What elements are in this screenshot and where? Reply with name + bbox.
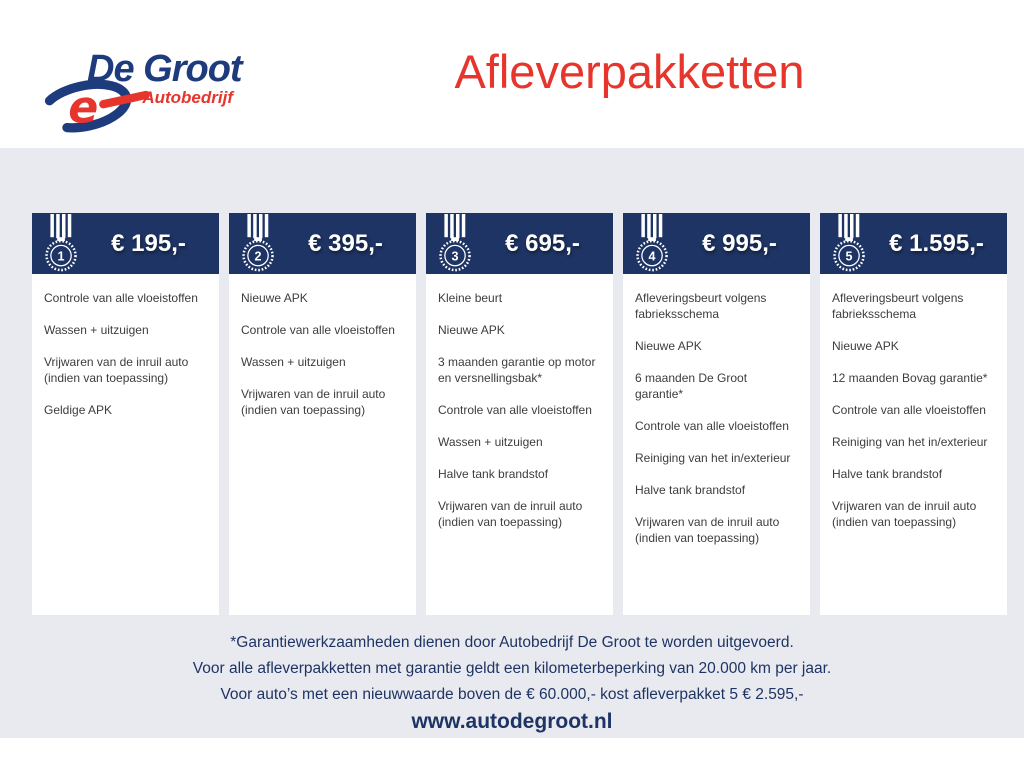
package-price: € 1.595,- [889, 229, 984, 257]
package-feature: Wassen + uitzuigen [241, 355, 346, 369]
package-feature: Halve tank brandstof [832, 467, 943, 481]
package-header [820, 213, 1007, 274]
package-feature: Reiniging van het in/exterieur [832, 435, 988, 449]
page-header [0, 0, 1024, 148]
package-feature: Vrijwaren van de inruil auto (indien van toepassing) [832, 499, 977, 529]
disclaimer-line: *Garantiewerkzaamheden dienen door Autobedrijf De Groot te worden uitgevoerd. [230, 634, 794, 651]
package-feature: Wassen + uitzuigen [44, 323, 149, 337]
package-price: € 695,- [505, 229, 580, 257]
package-header [229, 213, 416, 274]
package-feature: Nieuwe APK [635, 339, 702, 353]
package-feature: Vrijwaren van de inruil auto (indien van toepassing) [438, 499, 583, 529]
svg-text:5: 5 [845, 249, 853, 264]
package-header [426, 213, 613, 274]
package-features [229, 274, 416, 450]
package-feature: Controle van alle vloeistoffen [241, 323, 395, 337]
package-feature: Nieuwe APK [438, 323, 505, 337]
package-cards [32, 213, 1007, 615]
package-card-4 [623, 213, 810, 615]
package-features [623, 274, 810, 578]
package-feature: Halve tank brandstof [635, 483, 746, 497]
package-feature: Vrijwaren van de inruil auto (indien van toepassing) [635, 515, 780, 545]
brand-subtitle: Autobedrijf [142, 88, 233, 107]
medal-icon [40, 214, 84, 272]
medal-icon [434, 214, 478, 272]
svg-text:1: 1 [57, 249, 65, 264]
brand-name: De Groot [87, 48, 242, 90]
package-feature: Vrijwaren van de inruil auto (indien van toepassing) [241, 387, 386, 417]
package-feature: Geldige APK [44, 403, 113, 417]
package-price: € 195,- [111, 229, 186, 257]
svg-text:3: 3 [451, 249, 459, 264]
company-logo [35, 44, 240, 136]
package-header [623, 213, 810, 274]
package-card-3 [426, 213, 613, 615]
svg-text:e: e [68, 82, 99, 134]
package-card-2 [229, 213, 416, 615]
package-features [426, 274, 613, 562]
package-feature: Controle van alle vloeistoffen [438, 403, 592, 417]
package-feature: Reiniging van het in/exterieur [635, 451, 791, 465]
package-feature: Nieuwe APK [832, 339, 899, 353]
package-feature: Nieuwe APK [241, 291, 308, 305]
package-card-1 [32, 213, 219, 615]
package-feature: Afleveringsbeurt volgens fabrieksschema [832, 291, 964, 321]
package-feature: Kleine beurt [438, 291, 503, 305]
disclaimer-line: Voor alle afleverpakketten met garantie geldt een kilometerbeperking van 20.000 km per jaar. [192, 660, 832, 677]
package-feature: Vrijwaren van de inruil auto (indien van toepassing) [44, 355, 189, 385]
medal-icon [237, 214, 281, 272]
content-area [0, 148, 1024, 738]
disclaimer-line: Voor auto’s met een nieuwwaarde boven de € 60.000,- kost afleverpakket 5 € 2.595,- [220, 686, 804, 703]
package-price: € 995,- [702, 229, 777, 257]
package-feature: Wassen + uitzuigen [438, 435, 543, 449]
svg-text:2: 2 [254, 249, 262, 264]
package-feature: Controle van alle vloeistoffen [832, 403, 986, 417]
package-feature: Halve tank brandstof [438, 467, 549, 481]
package-feature: Afleveringsbeurt volgens fabrieksschema [635, 291, 767, 321]
package-feature: Controle van alle vloeistoffen [44, 291, 198, 305]
medal-icon [828, 214, 872, 272]
package-feature: Controle van alle vloeistoffen [635, 419, 789, 433]
website-link[interactable]: www.autodegroot.nl [411, 710, 613, 733]
package-feature: 12 maanden Bovag garantie* [832, 371, 988, 385]
package-header [32, 213, 219, 274]
package-price: € 395,- [308, 229, 383, 257]
bottom-spacer [0, 738, 1024, 768]
svg-text:4: 4 [648, 249, 656, 264]
package-feature: 6 maanden De Groot garantie* [635, 371, 748, 401]
package-features [32, 274, 219, 450]
package-feature: 3 maanden garantie op motor en versnellingsbak* [438, 355, 596, 385]
package-features [820, 274, 1007, 562]
package-card-5 [820, 213, 1007, 615]
page-title: Afleverpakketten [454, 45, 805, 98]
medal-icon [631, 214, 675, 272]
warranty-disclaimer [0, 630, 1024, 708]
